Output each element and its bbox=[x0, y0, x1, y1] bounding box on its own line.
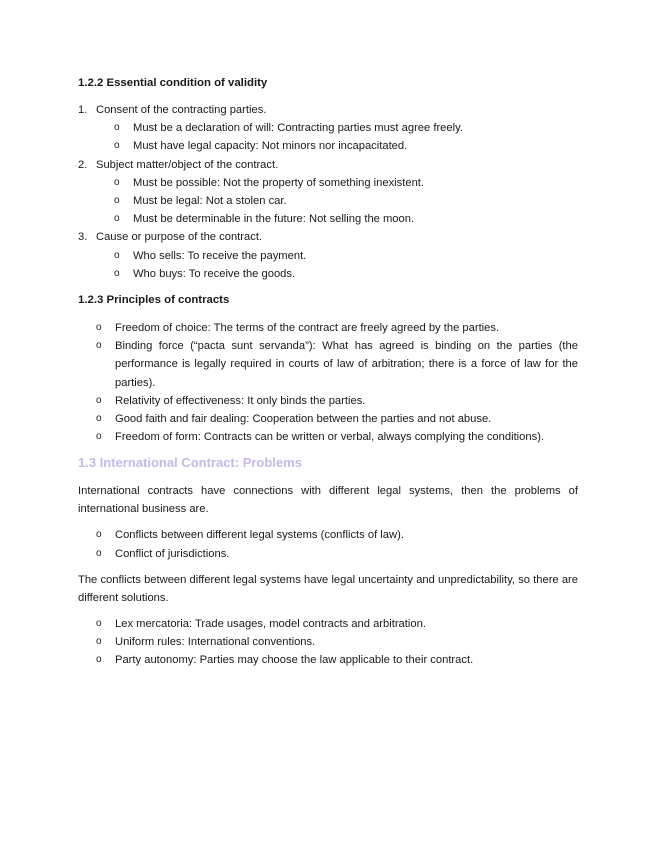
bullet-icon: o bbox=[114, 213, 120, 225]
heading-international-contract: 1.3 International Contract: Problems bbox=[78, 455, 302, 471]
sub-item-text: Must be determinable in the future: Not selling the moon. bbox=[133, 213, 415, 226]
solution-text: Lex mercatoria: Trade usages, model contracts and arbitration. bbox=[115, 617, 426, 630]
bullet-icon: o bbox=[96, 322, 102, 334]
principle-item bbox=[78, 319, 578, 337]
list-item-text: Subject matter/object of the contract. bbox=[96, 158, 279, 171]
list-number: 1. bbox=[78, 104, 88, 116]
sub-item bbox=[96, 265, 578, 283]
essential-conditions-list bbox=[78, 101, 578, 283]
sub-item-text: Must be possible: Not the property of something inexistent. bbox=[133, 176, 425, 189]
list-item-text: Cause or purpose of the contract. bbox=[96, 231, 263, 244]
bullet-icon: o bbox=[96, 617, 102, 629]
list-item-text: Consent of the contracting parties. bbox=[96, 104, 267, 116]
principle-text: Relativity of effectiveness: It only binds the parties. bbox=[115, 394, 366, 407]
bullet-icon: o bbox=[96, 636, 102, 648]
list-number: 2. bbox=[78, 158, 88, 171]
problem-text: Conflicts between different legal systems (conflicts of law). bbox=[115, 529, 404, 542]
sub-item bbox=[96, 137, 578, 155]
list-number: 3. bbox=[78, 231, 88, 244]
solution-text: Uniform rules: International conventions. bbox=[115, 636, 316, 649]
bullet-icon: o bbox=[96, 654, 102, 666]
sub-item-text: Who sells: To receive the payment. bbox=[133, 249, 307, 262]
essential-item-3 bbox=[78, 228, 578, 283]
bullet-icon: o bbox=[96, 413, 102, 425]
bullet-icon: o bbox=[96, 431, 102, 443]
principle-item bbox=[78, 337, 578, 392]
solution-item bbox=[78, 633, 578, 651]
solutions-list bbox=[78, 615, 578, 670]
solutions-intro-paragraph: The conflicts between different legal systems have legal uncertainty and unpredictability, so there are different solutions. bbox=[78, 573, 578, 604]
problem-item bbox=[78, 526, 578, 544]
sub-item bbox=[96, 119, 578, 137]
bullet-icon: o bbox=[114, 176, 120, 188]
sub-list bbox=[96, 119, 578, 155]
sub-list bbox=[96, 247, 578, 283]
bullet-icon: o bbox=[114, 122, 120, 134]
bullet-icon: o bbox=[96, 529, 102, 541]
bullet-icon: o bbox=[96, 340, 102, 352]
international-intro-paragraph: International contracts have connections with different legal systems, then the problems of international business are. bbox=[78, 485, 578, 516]
heading-principles: 1.2.3 Principles of contracts bbox=[78, 294, 230, 307]
principle-item bbox=[78, 392, 578, 410]
problem-text: Conflict of jurisdictions. bbox=[115, 547, 230, 560]
problem-item bbox=[78, 545, 578, 563]
sub-item bbox=[96, 174, 578, 192]
principle-item bbox=[78, 428, 578, 446]
principle-text: Freedom of form: Contracts can be written or verbal, always complying the conditions). bbox=[115, 431, 545, 444]
principle-text: Freedom of choice: The terms of the contract are freely agreed by the parties. bbox=[115, 322, 500, 335]
bullet-icon: o bbox=[114, 249, 120, 261]
bullet-icon: o bbox=[114, 195, 120, 207]
essential-item-1 bbox=[78, 101, 578, 156]
sub-item bbox=[96, 247, 578, 265]
principles-list bbox=[78, 319, 578, 446]
solution-item bbox=[78, 615, 578, 633]
bullet-icon: o bbox=[114, 140, 120, 152]
document-page bbox=[78, 74, 578, 669]
bullet-icon: o bbox=[96, 394, 102, 406]
principle-text: Binding force (“pacta sunt servanda”): What has agreed is binding on the parties (the performance is legally required in courts of law of arbitration; there is a force of law for the parties). bbox=[115, 340, 578, 389]
bullet-icon: o bbox=[96, 547, 102, 559]
solution-item bbox=[78, 651, 578, 669]
solution-text: Party autonomy: Parties may choose the law applicable to their contract. bbox=[115, 654, 474, 667]
sub-item bbox=[96, 192, 578, 210]
heading-essential-conditions: 1.2.2 Essential condition of validity bbox=[78, 77, 268, 89]
principle-item bbox=[78, 410, 578, 428]
sub-item-text: Who buys: To receive the goods. bbox=[133, 267, 296, 280]
bullet-icon: o bbox=[114, 267, 120, 279]
sub-item bbox=[96, 210, 578, 228]
sub-list bbox=[96, 174, 578, 229]
principle-text: Good faith and fair dealing: Cooperation between the parties and not abuse. bbox=[115, 413, 492, 426]
essential-item-2 bbox=[78, 156, 578, 229]
problems-list bbox=[78, 526, 578, 562]
sub-item-text: Must have legal capacity: Not minors nor incapacitated. bbox=[133, 140, 408, 153]
sub-item-text: Must be a declaration of will: Contracting parties must agree freely. bbox=[133, 122, 463, 135]
sub-item-text: Must be legal: Not a stolen car. bbox=[133, 195, 287, 208]
